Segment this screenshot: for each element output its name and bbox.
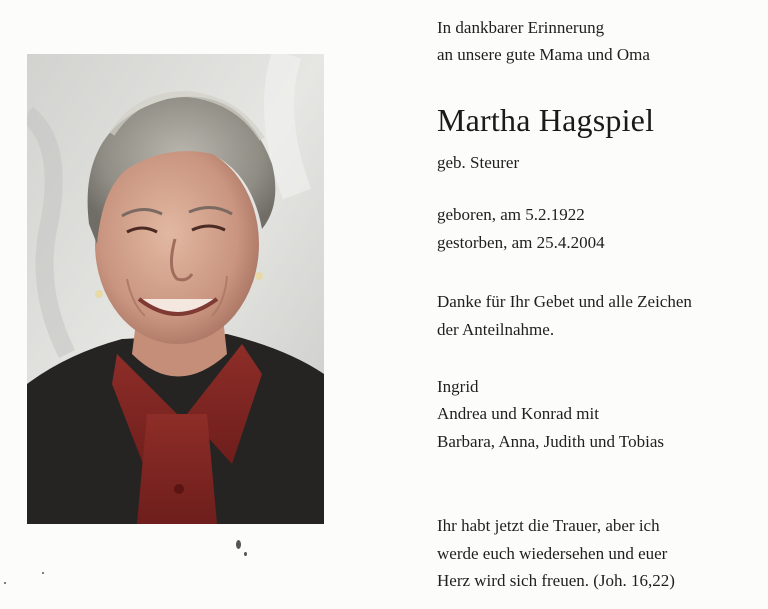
scan-speck — [236, 540, 241, 549]
intro-line-1: In dankbarer Erinnerung — [437, 18, 605, 37]
verse-line-1: Ihr habt jetzt die Trauer, aber ich — [437, 516, 660, 535]
verse-line-2: werde euch wiedersehen und euer — [437, 544, 668, 563]
scan-speck — [4, 582, 6, 584]
portrait-illustration — [27, 54, 324, 524]
scan-speck — [42, 572, 44, 574]
family-line-1: Ingrid — [437, 377, 479, 396]
deceased-name: Martha Hagspiel — [437, 102, 655, 138]
maiden-name: geb. Steurer — [437, 153, 520, 172]
scan-speck — [244, 552, 247, 556]
intro-line-2: an unsere gute Mama und Oma — [437, 45, 650, 64]
thanks-line-1: Danke für Ihr Gebet und alle Zeichen — [437, 292, 692, 311]
family-line-2: Andrea und Konrad mit — [437, 404, 599, 423]
family-line-3: Barbara, Anna, Judith und Tobias — [437, 432, 665, 451]
birth-date: geboren, am 5.2.1922 — [437, 205, 585, 224]
thanks-line-2: der Anteilnahme. — [437, 320, 555, 339]
verse-line-3: Herz wird sich freuen. (Joh. 16,22) — [437, 571, 675, 590]
death-date: gestorben, am 25.4.2004 — [437, 233, 605, 252]
portrait-photo — [27, 54, 324, 524]
